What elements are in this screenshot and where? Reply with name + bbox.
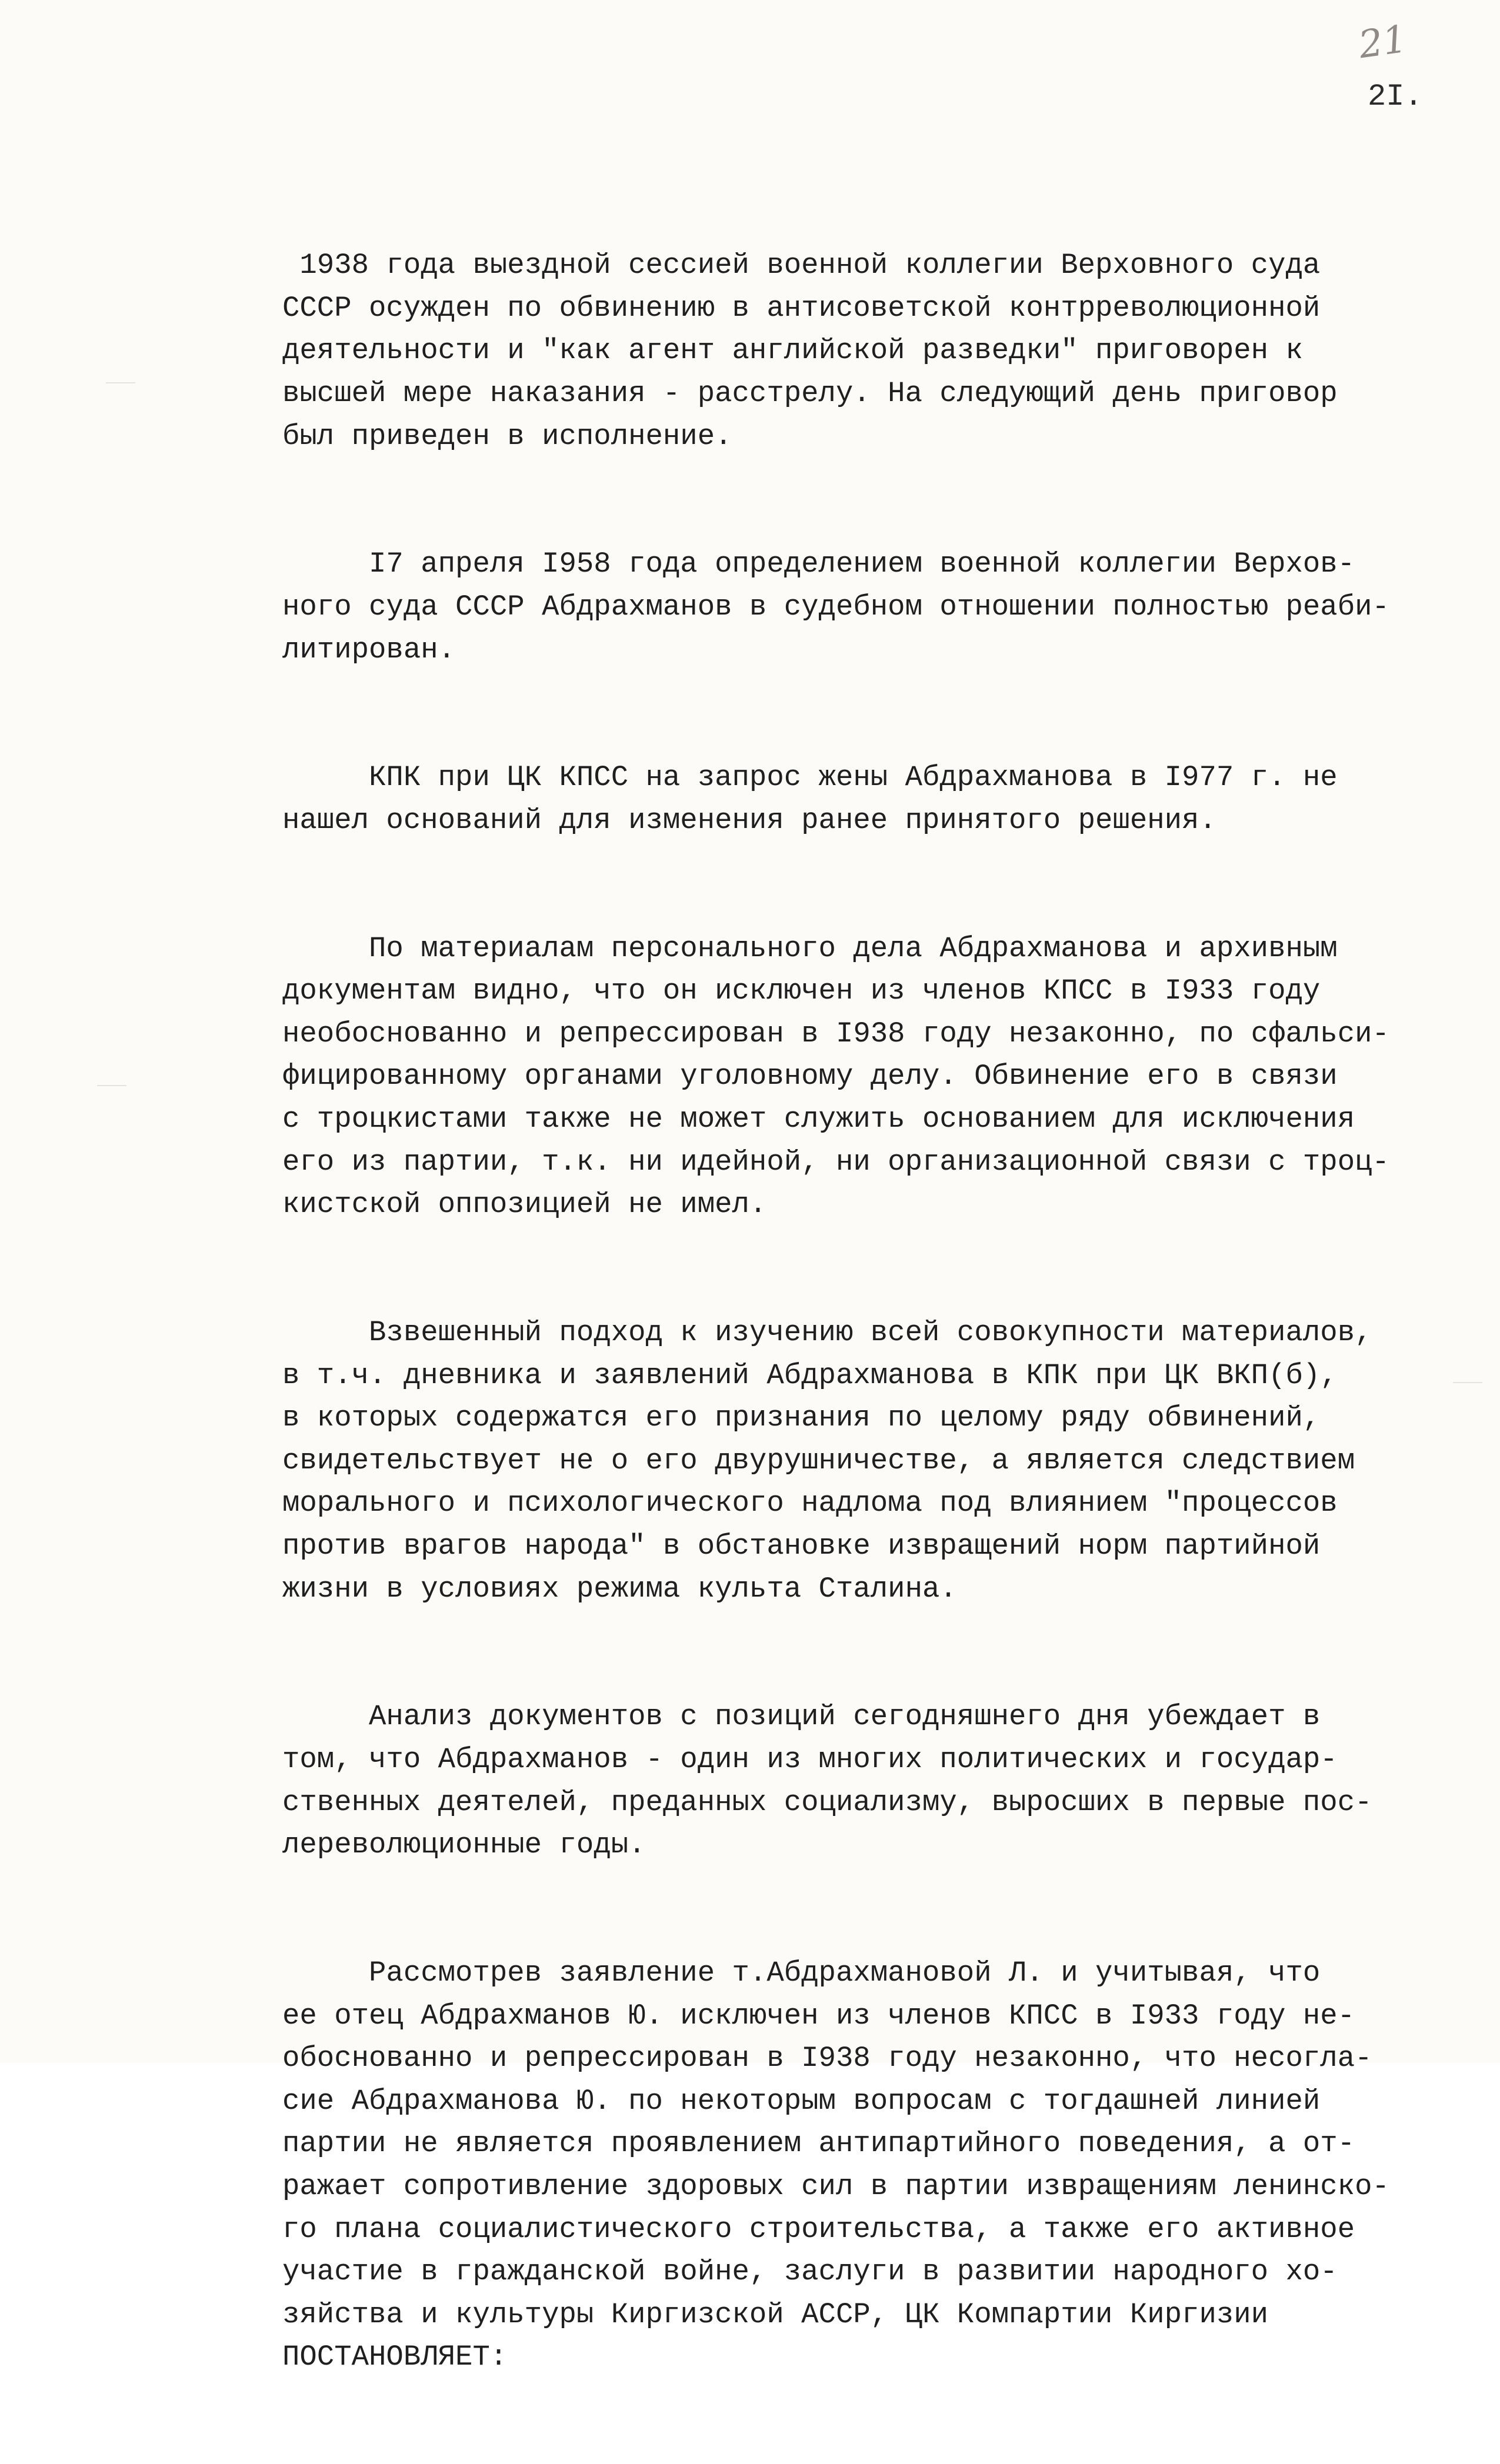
paragraph-5: Взвешенный подход к изучению всей совокупности материалов, в т.ч. дневника и заявлений Абдрахманова в КПК при ЦК ВКП(б), в которых содержатся его признания по целому ряду обвинений, свидетельствует не о его двурушничестве, а является следствием морального и психологического надлома под влиянием "процессов против врагов народа" в обстановке извращений норм партийной жизни в условиях режима культа Сталина. — [282, 1316, 1372, 1605]
paper-mark — [97, 1085, 126, 1086]
paper-mark — [106, 382, 135, 383]
paragraph-3: КПК при ЦК КПСС на запрос жены Абдрахманова в I977 г. не нашел оснований для изменения ранее принятого решения. — [282, 761, 1338, 837]
document-body — [282, 159, 1447, 2464]
paragraph-7: Рассмотрев заявление т.Абдрахмановой Л. и учитывая, что ее отец Абдрахманов Ю. исключен из членов КПСС в I933 году не- обоснованно и репрессирован в I938 году незаконно, что несогла- сие Абдрахманова Ю. по некоторым вопросам с тогдашней линией партии не является проявлением антипартийного поведения, а от- ражает сопротивление здоровых сил в партии извращениям ленинско- го плана социалистического строительства, а также его активное участие в гражданской войне, заслуги в развитии народного хо- зяйства и культуры Киргизской АССР, ЦК Компартии Киргизии ПОСТАНОВЛЯЕТ: — [282, 1956, 1389, 2374]
handwritten-page-number: 21 — [1356, 17, 1410, 68]
paragraph-4: По материалам персонального дела Абдрахманова и архивным документам видно, что он исключен из членов КПСС в I933 году необоснованно и репрессирован в I938 году незаконно, по сфальси- фицированному органами уголовному делу. Обвинение его в связи с троцкистами также не может служить основанием для исключения его из партии, т.к. ни идейной, ни организационной связи с троц- кистской оппозицией не имел. — [282, 931, 1389, 1221]
paper-mark — [1453, 1382, 1482, 1383]
paragraph-6: Анализ документов с позиций сегодняшнего дня убеждает в том, что Абдрахманов - один из многих политических и государ- ственных деятелей, преданных социализму, выросших в первые пос- лереволюционные годы. — [282, 1700, 1372, 1862]
paragraph-2: I7 апреля I958 года определением военной коллегии Верхов- ного суда СССР Абдрахманов в судебном отношении полностью реаби- литирован. — [282, 547, 1389, 666]
paragraph-1: 1938 года выездной сессией военной коллегии Верховного суда СССР осужден по обвинению в антисоветской контрреволюционной деятельности и "как агент английской разведки" приговорен к высшей мере наказания - расстрелу. На следующий день приговор был приведен в исполнение. — [282, 249, 1338, 453]
typed-page-number: 2I. — [1368, 79, 1423, 114]
